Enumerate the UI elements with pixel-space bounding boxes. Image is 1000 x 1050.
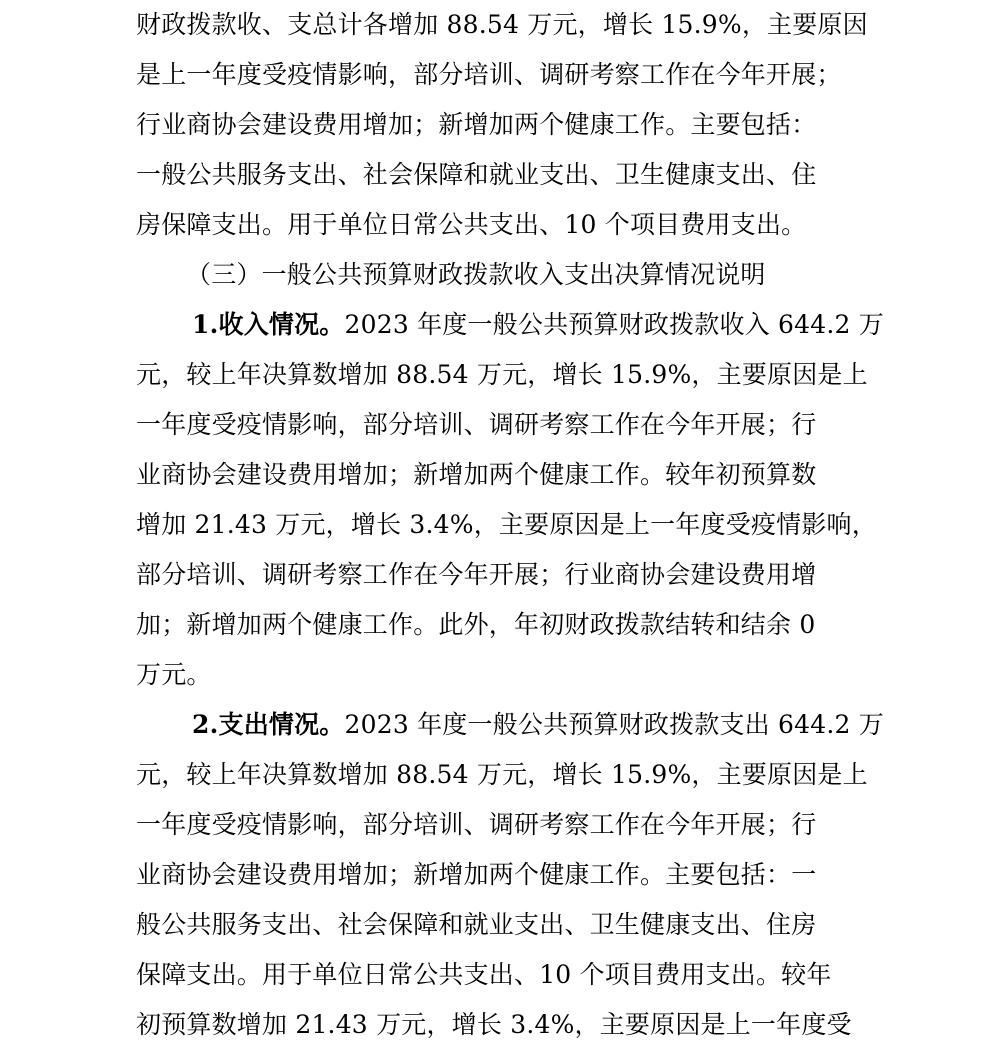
income-line: 部分培训、调研考察工作在今年开展；行业商协会建设费用增 (136, 560, 817, 589)
paragraph-line: 一般公共服务支出、社会保障和就业支出、卫生健康支出、住 (136, 160, 817, 189)
income-line: 元，较上年决算数增加 88.54 万元，增长 15.9%，主要原因是上 (136, 360, 868, 389)
expense-line: 般公共服务支出、社会保障和就业支出、卫生健康支出、住房 (136, 910, 817, 939)
income-label: 1.收入情况。 (192, 310, 345, 339)
income-line: 一年度受疫情影响，部分培训、调研考察工作在今年开展；行 (136, 410, 817, 439)
income-line: 加；新增加两个健康工作。此外，年初财政拨款结转和结余 0 (136, 610, 816, 639)
income-line: 业商协会建设费用增加；新增加两个健康工作。较年初预算数 (136, 460, 817, 489)
expense-line: 业商协会建设费用增加；新增加两个健康工作。主要包括：一 (136, 860, 817, 889)
expense-label: 2.支出情况。 (192, 710, 345, 739)
expense-line: 保障支出。用于单位日常公共支出、10 个项目费用支出。较年 (136, 960, 832, 989)
paragraph-line: 房保障支出。用于单位日常公共支出、10 个项目费用支出。 (136, 210, 807, 239)
expense-line-text: 2023 年度一般公共预算财政拨款支出 644.2 万 (344, 710, 884, 739)
document-page (136, 0, 884, 1043)
expense-line: 一年度受疫情影响，部分培训、调研考察工作在今年开展；行 (136, 810, 817, 839)
income-line-text: 2023 年度一般公共预算财政拨款收入 644.2 万 (344, 310, 884, 339)
paragraph-line: 行业商协会建设费用增加；新增加两个健康工作。主要包括： (136, 110, 817, 139)
paragraph-line: 财政拨款收、支总计各增加 88.54 万元，增长 15.9%，主要原因 (136, 10, 868, 39)
income-first-line (192, 300, 884, 350)
paragraph-line: 是上一年度受疫情影响，部分培训、调研考察工作在今年开展； (136, 60, 842, 89)
income-line: 万元。 (136, 660, 212, 689)
section-heading: （三）一般公共预算财政拨款收入支出决算情况说明 (186, 260, 766, 289)
expense-line: 初预算数增加 21.43 万元，增长 3.4%，主要原因是上一年度受 (136, 1010, 852, 1039)
income-line: 增加 21.43 万元，增长 3.4%，主要原因是上一年度受疫情影响， (136, 510, 877, 539)
expense-line: 元，较上年决算数增加 88.54 万元，增长 15.9%，主要原因是上 (136, 760, 868, 789)
expense-first-line (192, 700, 884, 750)
